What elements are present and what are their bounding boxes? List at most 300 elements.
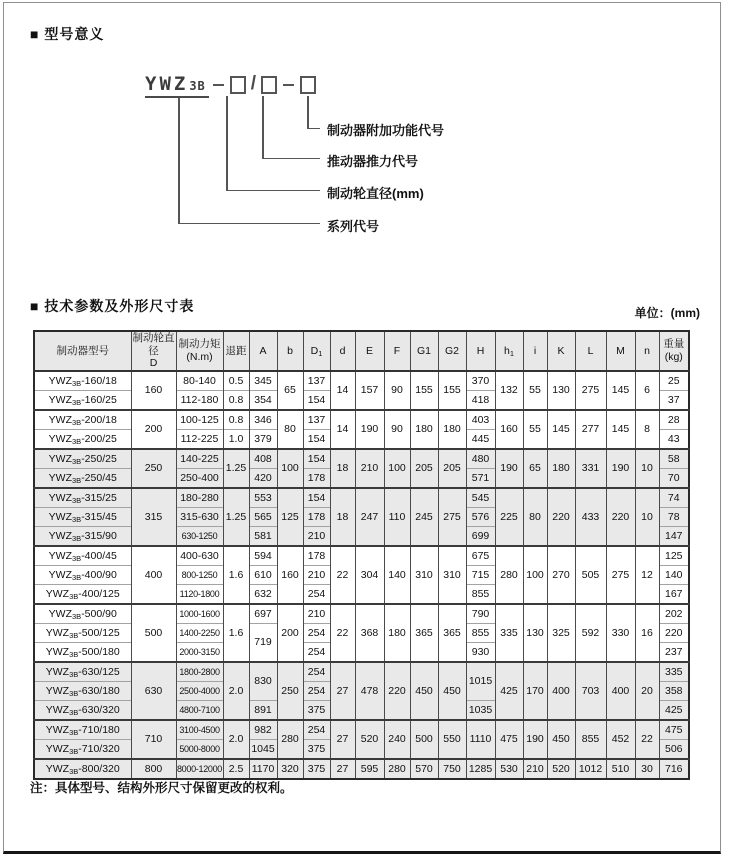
table-cell: $YWZ_{3B}-200/18$ [34, 410, 131, 430]
table-cell: 368 [355, 604, 384, 662]
table-cell: $YWZ_{3B}-630/180$ [34, 681, 131, 700]
table-row [34, 449, 689, 469]
table-cell: 22 [330, 546, 355, 604]
table-cell: 180 [384, 604, 410, 662]
table-cell: 18 [330, 449, 355, 488]
diagram-label-wheel-diameter: 制动轮直径(mm) [327, 186, 424, 201]
table-cell: 178 [303, 468, 330, 488]
table-cell: 5000-8000 [176, 739, 223, 759]
table-cell: 167 [659, 584, 689, 604]
table-cell: 1120-1800 [176, 584, 223, 604]
table-cell: 478 [355, 662, 384, 720]
table-cell: 699 [466, 526, 495, 546]
table-row [34, 371, 689, 391]
table-cell: 254 [303, 584, 330, 604]
table-cell: 400 [606, 662, 635, 720]
table-cell: 354 [249, 390, 277, 410]
table-cell: 1110 [466, 720, 495, 759]
table-cell: $YWZ_{3B}-400/45$ [34, 546, 131, 566]
table-cell: $YWZ_{3B}-800/320$ [34, 759, 131, 779]
table-cell: 594 [249, 546, 277, 566]
table-cell: 245 [410, 488, 438, 546]
table-cell: 365 [438, 604, 466, 662]
table-cell: 982 [249, 720, 277, 740]
table-cell: 800-1250 [176, 565, 223, 584]
table-cell: $YWZ_{3B}-630/320$ [34, 700, 131, 720]
spec-table [33, 330, 690, 780]
table-cell: 132 [495, 371, 523, 410]
diagram-label-thrust: 推动器推力代号 [327, 154, 419, 169]
spec-table-body [34, 371, 689, 779]
column-header: 制动器型号 [34, 331, 131, 371]
table-cell: 855 [466, 623, 495, 642]
table-cell: 790 [466, 604, 495, 624]
table-cell: 403 [466, 410, 495, 430]
table-cell: 570 [410, 759, 438, 779]
table-cell: 90 [384, 410, 410, 449]
table-cell: 325 [547, 604, 575, 662]
table-cell: 25 [659, 371, 689, 391]
table-cell: 418 [466, 390, 495, 410]
table-cell: 140-225 [176, 449, 223, 469]
table-cell: 703 [575, 662, 606, 720]
table-cell: 331 [575, 449, 606, 488]
table-cell: $YWZ_{3B}-710/180$ [34, 720, 131, 740]
column-header: $D_1$ [303, 331, 330, 371]
table-cell: 254 [303, 720, 330, 740]
table-cell: 18 [330, 488, 355, 546]
table-cell: 145 [547, 410, 575, 449]
column-header: 制动力矩 (N.m) [176, 331, 223, 371]
table-cell: 505 [575, 546, 606, 604]
table-cell: 22 [635, 720, 659, 759]
table-cell: 237 [659, 642, 689, 662]
table-cell: 3100-4500 [176, 720, 223, 740]
table-cell: 1000-1600 [176, 604, 223, 624]
table-cell: 310 [438, 546, 466, 604]
table-cell: 855 [575, 720, 606, 759]
table-cell: 420 [249, 468, 277, 488]
table-cell: 576 [466, 507, 495, 526]
connector-line-wheel-diameter [226, 96, 228, 191]
table-cell: 22 [330, 604, 355, 662]
table-cell: 1035 [466, 700, 495, 720]
table-cell: 210 [303, 565, 330, 584]
table-cell: $YWZ_{3B}-315/90$ [34, 526, 131, 546]
table-cell: 1800-2800 [176, 662, 223, 682]
table-cell: 125 [277, 488, 303, 546]
table-cell: 137 [303, 371, 330, 391]
table-cell: $YWZ_{3B}-315/45$ [34, 507, 131, 526]
table-cell: 180 [438, 410, 466, 449]
table-cell: 346 [249, 410, 277, 430]
table-cell: 452 [606, 720, 635, 759]
table-cell: 750 [438, 759, 466, 779]
table-cell: 581 [249, 526, 277, 546]
table-cell: 200 [131, 410, 176, 449]
table-cell: 520 [355, 720, 384, 759]
table-cell: 475 [495, 720, 523, 759]
table-cell: 545 [466, 488, 495, 508]
table-cell: 145 [606, 410, 635, 449]
table-cell: 190 [523, 720, 547, 759]
table-cell: 154 [303, 390, 330, 410]
series-code-text [145, 73, 209, 98]
table-cell: 2500-4000 [176, 681, 223, 700]
table-cell: 27 [330, 662, 355, 720]
table-cell: 450 [410, 662, 438, 720]
table-cell: 310 [410, 546, 438, 604]
table-cell: 553 [249, 488, 277, 508]
table-cell: 450 [547, 720, 575, 759]
table-cell: 180-280 [176, 488, 223, 508]
table-cell: 275 [438, 488, 466, 546]
table-cell: 0.5 [223, 371, 249, 391]
table-cell: 450 [438, 662, 466, 720]
table-cell: 270 [547, 546, 575, 604]
connector-line-extra-function [307, 96, 309, 129]
table-cell: 100 [384, 449, 410, 488]
table-cell: 280 [277, 720, 303, 759]
model-code [145, 72, 318, 98]
series-code-suffix: 3B [189, 78, 206, 93]
column-header: $h_1$ [495, 331, 523, 371]
table-cell: 675 [466, 546, 495, 566]
table-cell: 110 [384, 488, 410, 546]
table-cell: 1012 [575, 759, 606, 779]
table-cell: 130 [547, 371, 575, 410]
table-cell: 630 [131, 662, 176, 720]
table-cell: 891 [249, 700, 277, 720]
slash-separator: / [250, 73, 257, 94]
table-row [34, 546, 689, 566]
table-cell: $YWZ_{3B}-400/125$ [34, 584, 131, 604]
connector-line-thrust [262, 96, 264, 159]
table-cell: 220 [606, 488, 635, 546]
table-cell: 20 [635, 662, 659, 720]
table-cell: 1400-2250 [176, 623, 223, 642]
table-cell: 210 [355, 449, 384, 488]
table-cell: 100 [523, 546, 547, 604]
connector-line-series [178, 98, 180, 224]
table-cell: $YWZ_{3B}-500/90$ [34, 604, 131, 624]
table-cell: 155 [438, 371, 466, 410]
table-cell: 145 [606, 371, 635, 410]
table-cell: 0.8 [223, 390, 249, 410]
table-cell: 280 [495, 546, 523, 604]
table-row [34, 488, 689, 508]
table-cell: $YWZ_{3B}-160/25$ [34, 390, 131, 410]
table-cell: 8000-12000 [176, 759, 223, 779]
table-cell: 220 [659, 623, 689, 642]
table-cell: 225 [495, 488, 523, 546]
table-cell: 205 [438, 449, 466, 488]
table-cell: 716 [659, 759, 689, 779]
table-cell: 520 [547, 759, 575, 779]
table-cell: 250 [131, 449, 176, 488]
table-cell: 715 [466, 565, 495, 584]
table-cell: 190 [495, 449, 523, 488]
table-cell: 160 [277, 546, 303, 604]
table-cell: 500 [131, 604, 176, 662]
table-cell: 0.8 [223, 410, 249, 430]
table-cell: 930 [466, 642, 495, 662]
column-header: H [466, 331, 495, 371]
table-cell: 2.0 [223, 720, 249, 759]
table-row [34, 759, 689, 779]
connector-line-thrust [262, 158, 320, 160]
code-box-thrust [261, 76, 277, 94]
table-cell: $YWZ_{3B}-250/45$ [34, 468, 131, 488]
table-cell: 80 [277, 410, 303, 449]
table-cell: 254 [303, 642, 330, 662]
table-cell: 65 [277, 371, 303, 410]
table-cell: 1170 [249, 759, 277, 779]
table-cell: 6 [635, 371, 659, 410]
table-cell: 58 [659, 449, 689, 469]
table-cell: 277 [575, 410, 606, 449]
connector-line-extra-function [307, 128, 320, 130]
table-cell: 610 [249, 565, 277, 584]
table-cell: 445 [466, 429, 495, 449]
table-cell: 2000-3150 [176, 642, 223, 662]
table-cell: 275 [606, 546, 635, 604]
table-cell: 550 [438, 720, 466, 759]
column-header: F [384, 331, 410, 371]
table-cell: $YWZ_{3B}-710/320$ [34, 739, 131, 759]
table-cell: 254 [303, 662, 330, 682]
table-cell: 280 [384, 759, 410, 779]
table-cell: 154 [303, 449, 330, 469]
diagram-label-series: 系列代号 [327, 219, 380, 234]
table-cell: 370 [466, 371, 495, 391]
table-cell: 375 [303, 739, 330, 759]
table-cell: 14 [330, 410, 355, 449]
table-cell: 205 [410, 449, 438, 488]
table-cell: 200 [277, 604, 303, 662]
table-cell: 8 [635, 410, 659, 449]
table-cell: 112-225 [176, 429, 223, 449]
table-cell: 1.6 [223, 604, 249, 662]
table-cell: 130 [523, 604, 547, 662]
table-cell: 55 [523, 371, 547, 410]
table-cell: 155 [410, 371, 438, 410]
table-cell: 315-630 [176, 507, 223, 526]
connector-line-series [178, 223, 320, 225]
table-cell: 140 [384, 546, 410, 604]
table-row [34, 720, 689, 740]
table-cell: 1285 [466, 759, 495, 779]
table-cell: 154 [303, 488, 330, 508]
table-cell: 315 [131, 488, 176, 546]
section-title-spec-table: ■ 技术参数及外形尺寸表 [30, 298, 195, 314]
table-cell: 425 [495, 662, 523, 720]
table-cell: 157 [355, 371, 384, 410]
table-cell: 247 [355, 488, 384, 546]
table-cell: 379 [249, 429, 277, 449]
table-cell: 408 [249, 449, 277, 469]
table-cell: 830 [249, 662, 277, 701]
table-cell: 125 [659, 546, 689, 566]
table-cell: 28 [659, 410, 689, 430]
connector-line-wheel-diameter [226, 190, 320, 192]
table-cell: 1045 [249, 739, 277, 759]
table-cell: 160 [131, 371, 176, 410]
table-cell: 90 [384, 371, 410, 410]
column-header: n [635, 331, 659, 371]
table-cell: $YWZ_{3B}-500/180$ [34, 642, 131, 662]
table-cell: 10 [635, 488, 659, 546]
table-cell: 74 [659, 488, 689, 508]
table-cell: 2.0 [223, 662, 249, 720]
table-cell: $YWZ_{3B}-160/18$ [34, 371, 131, 391]
code-box-wheel-diameter [230, 76, 246, 94]
table-cell: 375 [303, 759, 330, 779]
table-cell: $YWZ_{3B}-500/125$ [34, 623, 131, 642]
table-cell: 65 [523, 449, 547, 488]
table-cell: 335 [495, 604, 523, 662]
table-cell: 250 [277, 662, 303, 720]
series-code-main: YWZ [145, 72, 189, 95]
table-cell: 16 [635, 604, 659, 662]
table-cell: 1.25 [223, 449, 249, 488]
table-cell: 250-400 [176, 468, 223, 488]
table-cell: 80-140 [176, 371, 223, 391]
table-cell: 632 [249, 584, 277, 604]
table-cell: $YWZ_{3B}-200/25$ [34, 429, 131, 449]
table-cell: 137 [303, 410, 330, 430]
table-cell: 335 [659, 662, 689, 682]
table-cell: 425 [659, 700, 689, 720]
table-cell: 1015 [466, 662, 495, 701]
table-cell: 345 [249, 371, 277, 391]
table-cell: $YWZ_{3B}-250/25$ [34, 449, 131, 469]
table-cell: 160 [495, 410, 523, 449]
table-cell: 55 [523, 410, 547, 449]
table-cell: 320 [277, 759, 303, 779]
table-cell: $YWZ_{3B}-400/90$ [34, 565, 131, 584]
table-cell: 697 [249, 604, 277, 624]
table-cell: 70 [659, 468, 689, 488]
table-cell: 475 [659, 720, 689, 740]
table-cell: 330 [606, 604, 635, 662]
table-cell: 1.6 [223, 546, 249, 604]
column-header: E [355, 331, 384, 371]
table-cell: 27 [330, 720, 355, 759]
table-cell: 180 [410, 410, 438, 449]
dash-separator [213, 84, 224, 86]
table-cell: 1.0 [223, 429, 249, 449]
table-cell: 800 [131, 759, 176, 779]
table-cell: $YWZ_{3B}-630/125$ [34, 662, 131, 682]
column-header: 退距 [223, 331, 249, 371]
table-cell: 1.25 [223, 488, 249, 546]
table-cell: 358 [659, 681, 689, 700]
table-cell: 154 [303, 429, 330, 449]
table-cell: 254 [303, 623, 330, 642]
table-cell: 43 [659, 429, 689, 449]
table-cell: 595 [355, 759, 384, 779]
column-header: K [547, 331, 575, 371]
column-header: A [249, 331, 277, 371]
table-cell: 855 [466, 584, 495, 604]
column-header: M [606, 331, 635, 371]
table-cell: 571 [466, 468, 495, 488]
column-header: d [330, 331, 355, 371]
diagram-label-extra-function: 制动器附加功能代号 [327, 123, 445, 138]
column-header: G2 [438, 331, 466, 371]
code-box-extra-function [300, 76, 316, 94]
table-cell: 140 [659, 565, 689, 584]
table-cell: 506 [659, 739, 689, 759]
table-cell: 78 [659, 507, 689, 526]
table-cell: 254 [303, 681, 330, 700]
table-cell: 365 [410, 604, 438, 662]
table-cell: $YWZ_{3B}-315/25$ [34, 488, 131, 508]
column-header: b [277, 331, 303, 371]
table-cell: 202 [659, 604, 689, 624]
table-cell: 210 [523, 759, 547, 779]
table-cell: 37 [659, 390, 689, 410]
table-cell: 400 [131, 546, 176, 604]
table-row [34, 604, 689, 624]
table-cell: 190 [606, 449, 635, 488]
table-cell: 433 [575, 488, 606, 546]
table-cell: 480 [466, 449, 495, 469]
table-cell: 530 [495, 759, 523, 779]
table-cell: 630-1250 [176, 526, 223, 546]
table-cell: 180 [547, 449, 575, 488]
dash-separator [283, 84, 294, 86]
column-header: 制动轮直径 D [132, 332, 175, 370]
table-cell: 30 [635, 759, 659, 779]
section-title-model-meaning: ■ 型号意义 [30, 26, 105, 42]
table-row [34, 410, 689, 430]
table-cell: 400-630 [176, 546, 223, 566]
table-cell: 12 [635, 546, 659, 604]
table-cell: 112-180 [176, 390, 223, 410]
table-row [34, 662, 689, 682]
column-header: G1 [410, 331, 438, 371]
table-cell: 565 [249, 507, 277, 526]
table-cell: 304 [355, 546, 384, 604]
table-cell: 170 [523, 662, 547, 720]
table-cell: 147 [659, 526, 689, 546]
table-cell: 592 [575, 604, 606, 662]
table-cell: 500 [410, 720, 438, 759]
table-cell: 220 [547, 488, 575, 546]
header-row [34, 331, 689, 371]
table-cell: 210 [303, 526, 330, 546]
footnote: 注：具体型号、结构外形尺寸保留更改的权利。 [30, 781, 293, 795]
table-cell: 100-125 [176, 410, 223, 430]
table-cell: 275 [575, 371, 606, 410]
table-cell: 2.5 [223, 759, 249, 779]
table-cell: 240 [384, 720, 410, 759]
table-cell: 210 [303, 604, 330, 624]
table-cell: 4800-7100 [176, 700, 223, 720]
table-cell: 400 [547, 662, 575, 720]
table-cell: 510 [606, 759, 635, 779]
table-cell: 375 [303, 700, 330, 720]
table-cell: 27 [330, 759, 355, 779]
unit-label: 单位：(mm) [634, 306, 700, 320]
table-cell: 719 [249, 623, 277, 662]
column-header: L [575, 331, 606, 371]
table-cell: 100 [277, 449, 303, 488]
table-cell: 190 [355, 410, 384, 449]
table-cell: 178 [303, 507, 330, 526]
